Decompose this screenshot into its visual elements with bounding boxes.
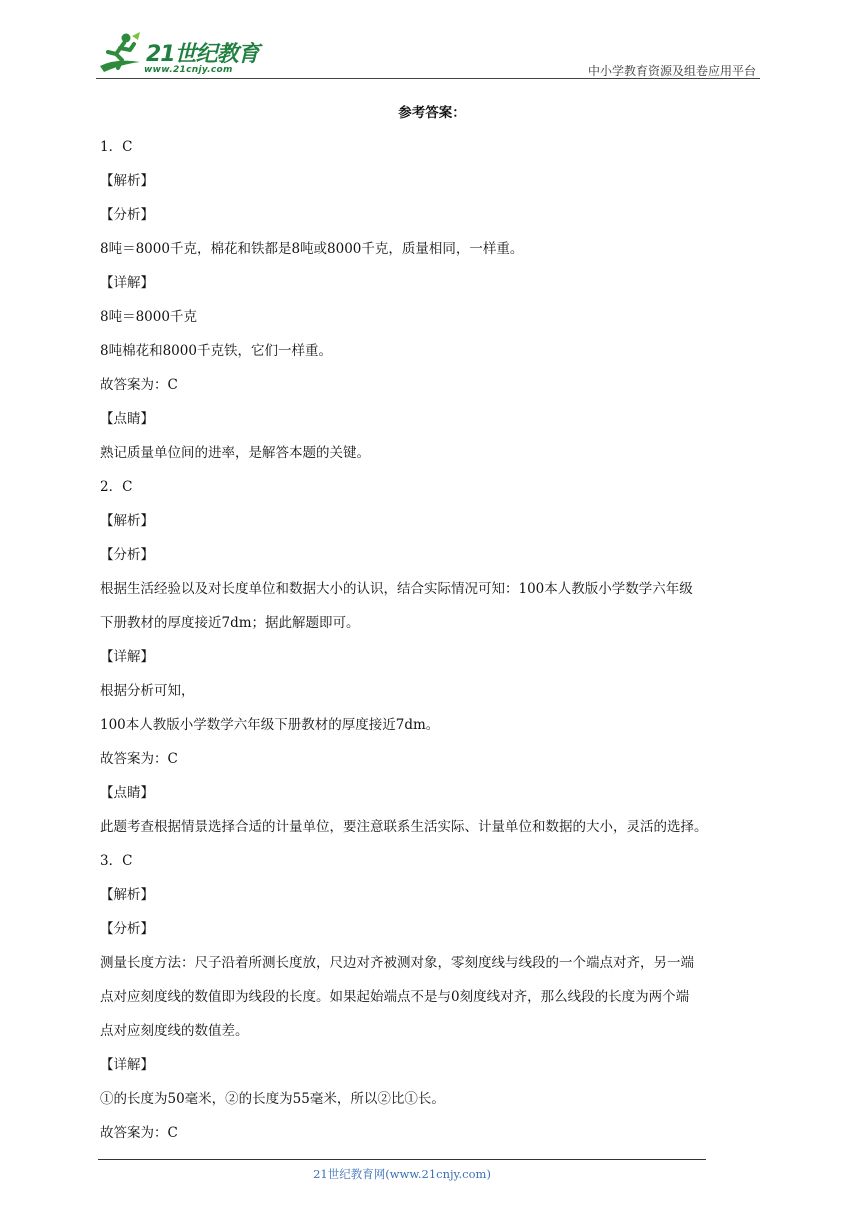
answer-line: 故答案为：C	[100, 751, 178, 767]
answer-line: 8吨＝8000千克	[100, 309, 197, 325]
answer-line: 100本人教版小学数学六年级下册教材的厚度接近7dm。	[100, 717, 440, 733]
answer-line: 根据分析可知，	[100, 683, 195, 699]
runner-icon	[96, 28, 148, 80]
answer-line: 【分析】	[100, 207, 154, 223]
answer-line: 测量长度方法：尺子沿着所测长度放，尺边对齐被测对象，零刻度线与线段的一个端点对齐，另一端	[100, 955, 694, 971]
logo-url: www.21cnjy.com	[144, 65, 233, 75]
answer-line: 3．C	[100, 853, 133, 869]
answer-line: 【详解】	[100, 649, 154, 665]
page-header	[96, 28, 760, 80]
answer-line: 【分析】	[100, 921, 154, 937]
answer-line: ①的长度为50毫米，②的长度为55毫米，所以②比①长。	[100, 1091, 445, 1107]
answer-line: 【详解】	[100, 275, 154, 291]
answer-line: 【点睛】	[100, 785, 154, 801]
platform-label: 中小学教育资源及组卷应用平台	[587, 64, 756, 78]
answer-line: 【解析】	[100, 513, 154, 529]
answer-content	[100, 96, 764, 1150]
answer-line: 下册教材的厚度接近7dm；据此解题即可。	[100, 615, 360, 631]
answer-lines	[100, 130, 764, 1150]
answer-line: 【详解】	[100, 1057, 154, 1073]
logo-text: 21世纪教育	[146, 42, 259, 67]
answer-line: 【分析】	[100, 547, 154, 563]
header-divider	[96, 78, 760, 79]
answer-line: 8吨＝8000千克，棉花和铁都是8吨或8000千克，质量相同，一样重。	[100, 241, 524, 257]
answer-line: 根据生活经验以及对长度单位和数据大小的认识，结合实际情况可知：100本人教版小学数学六年级	[100, 581, 693, 597]
answer-line: 8吨棉花和8000千克铁，它们一样重。	[100, 343, 332, 359]
answer-line: 熟记质量单位间的进率，是解答本题的关键。	[100, 445, 370, 461]
answer-line: 【解析】	[100, 173, 154, 189]
answer-line: 1．C	[100, 139, 133, 155]
footer-divider	[98, 1159, 706, 1160]
answer-line: 故答案为：C	[100, 1125, 178, 1141]
footer-source: 21世纪教育网(www.21cnjy.com)	[313, 1167, 491, 1181]
logo	[96, 28, 266, 80]
answer-line: 2．C	[100, 479, 133, 495]
answer-line: 【解析】	[100, 887, 154, 903]
answer-line: 【点睛】	[100, 411, 154, 427]
answer-line: 故答案为：C	[100, 377, 178, 393]
answer-line: 点对应刻度线的数值差。	[100, 1023, 249, 1039]
page-title: 参考答案：	[398, 105, 466, 121]
answer-line: 此题考查根据情景选择合适的计量单位，要注意联系生活实际、计量单位和数据的大小，灵活的选择。	[100, 819, 708, 835]
answer-line: 点对应刻度线的数值即为线段的长度。如果起始端点不是与0刻度线对齐，那么线段的长度为两个端	[100, 989, 690, 1005]
